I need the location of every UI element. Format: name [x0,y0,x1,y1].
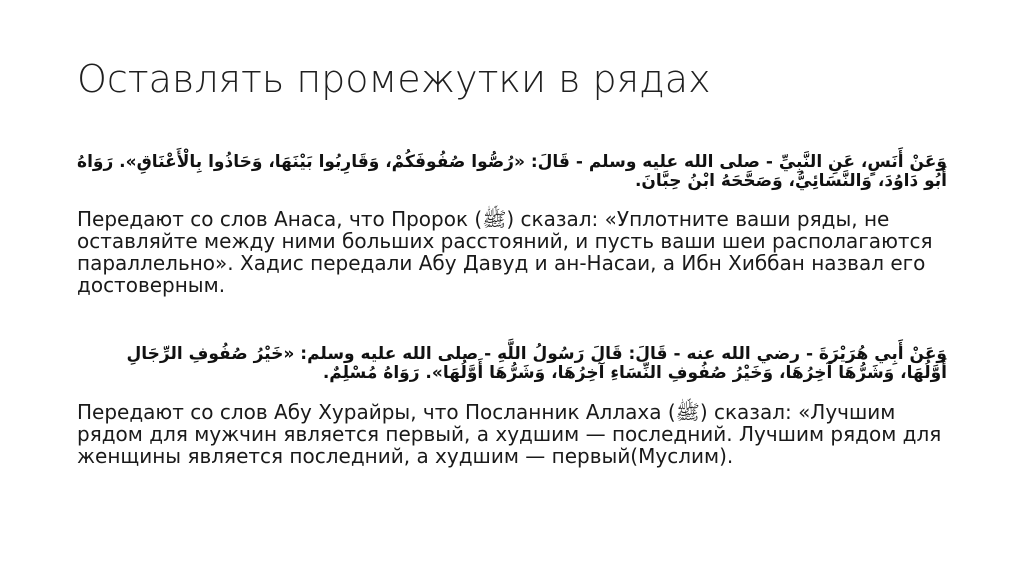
slide-title: Оставлять промежутки в рядах [77,57,711,101]
hadith-1-arabic-text: وَعَنْ أَنَسٍ، عَنِ النَّبِيِّ - صلى الله عليه وسلم - قَالَ: «رُصُّوا صُفُوفَكُمْ، وَقَارِبُوا بَيْنَهَا، وَحَاذُوا بِالْأَعْنَاقِ». رَوَاهُ أَبُو دَاوُدَ، وَالنَّسَائِيُّ، وَصَحَّحَهُ ابْنُ حِبَّانَ. [77,152,947,191]
hadith-2-arabic-text: وَعَنْ أَبِي هُرَيْرَةَ - رضي الله عنه - قَالَ: قَالَ رَسُولُ اللَّهِ - صلى الله عليه وسلم: «خَيْرُ صُفُوفِ الرِّجَالِ أَوَّلُهَا، وَشَرُّهَا آخِرُهَا، وَخَيْرُ صُفُوفِ النِّسَاءِ آخِرُهَا، وَشَرُّهَا أَوَّلُهَا». رَوَاهُ مُسْلِمٌ. [126,344,947,383]
hadith-2-russian-translation: Передают со слов Абу Хурайры, что Посланник Аллаха (ﷺ) сказал: «Лучшим рядом для мужчин является первый, а худшим — последний. Лучшим рядом для женщины является последний, а худшим — первый(Муслим). [77,400,942,468]
hadith-1-russian-translation: Передают со слов Анаса, что Пророк (ﷺ) сказал: «Уплотните ваши ряды, не оставляйте между ними больших расстояний, и пусть ваши шеи располагаются параллельно». Хадис передали Абу Давуд и ан-Насаи, а Ибн Хиббан назвал его достоверным. [77,207,933,297]
